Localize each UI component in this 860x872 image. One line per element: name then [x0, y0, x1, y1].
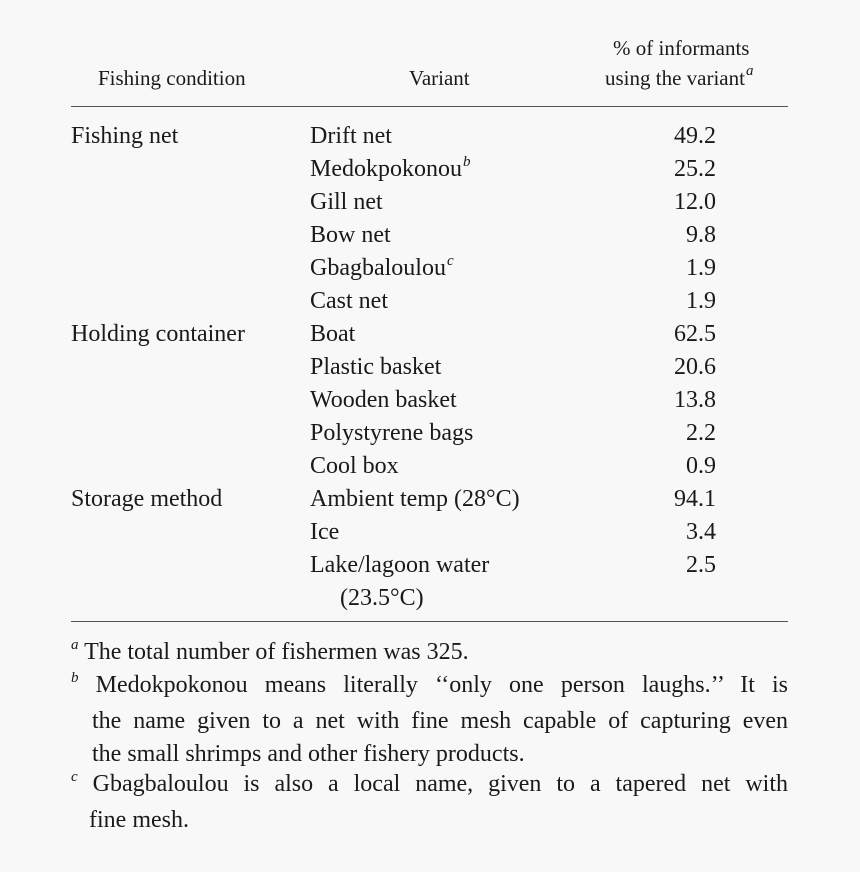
cell-variant — [310, 484, 520, 514]
cell-percent: 20.6 — [674, 354, 716, 380]
footnote-b-line3: the small shrimps and other fishery products. — [92, 741, 525, 767]
cell-variant — [310, 550, 489, 580]
cell-condition: Holding container — [71, 321, 245, 347]
cell-percent: 49.2 — [674, 123, 716, 149]
bottom-rule — [71, 621, 788, 622]
cell-variant-text: Ice — [310, 519, 340, 545]
header-percent-line2-text: using the variant — [605, 66, 745, 90]
cell-variant-text: Plastic basket — [310, 354, 442, 380]
cell-variant — [310, 154, 471, 187]
cell-variant-text: Cast net — [310, 288, 388, 314]
footnote-b-line2: the name given to a net with fine mesh capable of capturing even — [92, 708, 788, 734]
cell-variant-text: Ambient temp (28°C) — [310, 486, 520, 512]
cell-condition: Storage method — [71, 486, 223, 512]
footnote-b — [71, 669, 788, 771]
footnote-a-text: The total number of fishermen was 325. — [84, 639, 469, 665]
cell-percent: 9.8 — [686, 222, 716, 248]
cell-percent: 0.9 — [686, 453, 716, 479]
header-fishing-condition: Fishing condition — [98, 66, 246, 90]
cell-variant-text: Gill net — [310, 189, 383, 215]
cell-variant-text: Medokpokonou — [310, 156, 462, 182]
cell-percent: 1.9 — [686, 288, 716, 314]
cell-percent: 25.2 — [674, 156, 716, 182]
cell-variant-text: Wooden basket — [310, 387, 457, 413]
footnote-mark-c: c — [446, 253, 454, 269]
cell-variant — [310, 220, 391, 250]
cell-variant — [310, 319, 355, 349]
cell-percent: 12.0 — [674, 189, 716, 215]
footnote-a — [71, 636, 788, 672]
header-variant: Variant — [409, 66, 470, 90]
header-percent-line1: % of informants — [613, 36, 750, 60]
footnote-c-mark: c — [71, 769, 78, 785]
cell-variant — [310, 286, 388, 316]
cell-variant-text: Lake/lagoon water — [310, 552, 490, 578]
footnote-a-mark: a — [71, 637, 79, 653]
cell-percent: 2.5 — [686, 552, 716, 578]
footnote-b-mark: b — [71, 670, 79, 686]
top-rule — [71, 106, 788, 107]
cell-variant — [310, 451, 399, 481]
cell-variant — [310, 187, 383, 217]
cell-percent: 62.5 — [674, 321, 716, 347]
cell-percent: 13.8 — [674, 387, 716, 413]
footnote-mark-a: a — [745, 63, 754, 79]
cell-variant-text: Drift net — [310, 123, 392, 149]
cell-variant-text: Boat — [310, 321, 356, 347]
cell-variant-text: Bow net — [310, 222, 391, 248]
cell-percent: 3.4 — [686, 519, 716, 545]
cell-variant — [310, 418, 473, 448]
header-percent-line2 — [605, 63, 753, 96]
cell-percent: 2.2 — [686, 420, 716, 446]
footnote-mark-b: b — [463, 154, 471, 170]
footnote-c — [71, 768, 788, 837]
cell-variant — [340, 583, 424, 613]
footnote-c-line2: fine mesh. — [89, 807, 189, 833]
cell-variant-text: Cool box — [310, 453, 399, 479]
cell-variant — [310, 385, 457, 415]
footnote-c-line1: Gbagbaloulou is also a local name, given to a tapered net with — [92, 771, 789, 797]
cell-percent: 1.9 — [686, 255, 716, 281]
cell-variant — [310, 253, 454, 286]
cell-variant — [310, 517, 339, 547]
cell-percent: 94.1 — [674, 486, 716, 512]
cell-variant — [310, 352, 441, 382]
cell-condition: Fishing net — [71, 123, 179, 149]
cell-variant-text: Gbagbaloulou — [310, 255, 446, 281]
cell-variant-text: (23.5°C) — [340, 585, 424, 611]
cell-variant — [310, 121, 392, 151]
cell-variant-text: Polystyrene bags — [310, 420, 474, 446]
footnote-b-line1: Medokpokonou means literally ‘‘only one person laughs.’’ It is — [95, 672, 789, 698]
